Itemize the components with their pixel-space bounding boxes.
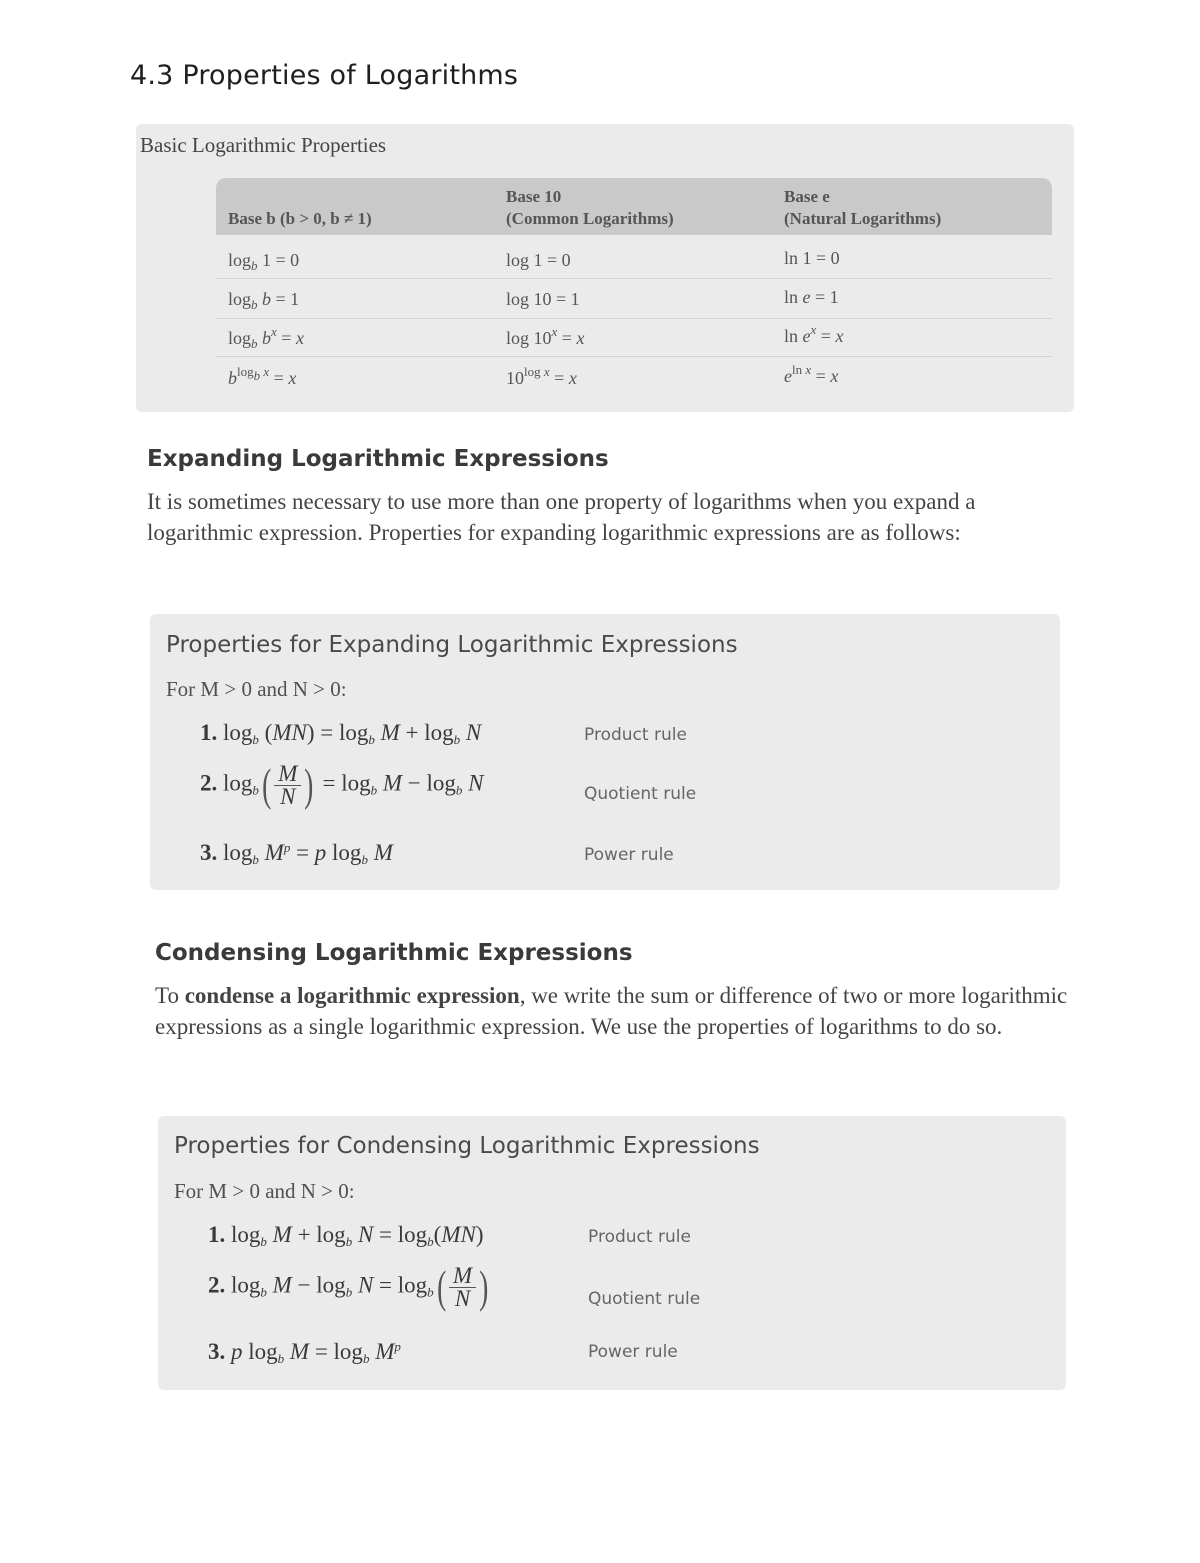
basic-properties-label: Basic Logarithmic Properties bbox=[140, 133, 387, 157]
condense-product-formula: 1. $\log_b M + \log_b N = \log_b(MN)$ bbox=[208, 1222, 484, 1249]
expanding-box-title: Properties for Expanding Logarithmic Expressions bbox=[166, 632, 738, 658]
row-divider bbox=[216, 356, 1052, 357]
expanding-heading: Expanding Logarithmic Expressions bbox=[147, 446, 609, 472]
condense-quotient-formula: 2. $\log_b M - \log_b N = \log_b$( $\frac{M}{N}$ ) bbox=[208, 1261, 489, 1312]
condensing-paragraph-rest: , we write the sum or difference of two or more logarithmic expressions as a single logarithmic expression. We use the properties of logarithms to do so. bbox=[155, 983, 1068, 1039]
table-cell: $e^{ln x} = x$ bbox=[784, 362, 839, 386]
table-cell: $10^{log x} = x$ bbox=[506, 364, 577, 388]
table-cell: ln 1 = 0 bbox=[784, 248, 840, 268]
expand-quotient-rule-label: Quotient rule bbox=[584, 784, 697, 804]
expand-quotient-formula: 2. $\log_b$( $\frac{M}{N}$ ) = $\log_b M - \log_b N$ bbox=[200, 759, 484, 810]
row-divider bbox=[216, 318, 1052, 319]
header-base-e bbox=[784, 186, 941, 230]
condense-quotient-rule-label: Quotient rule bbox=[588, 1289, 701, 1309]
row-divider bbox=[216, 278, 1052, 279]
table-cell: $\log 10^x = x$ bbox=[506, 324, 585, 348]
condensing-condition: For M > 0 and N > 0: bbox=[174, 1179, 355, 1203]
header-base-10 bbox=[506, 186, 674, 230]
header-base-e-line2: (Natural Logarithms) bbox=[784, 209, 942, 228]
condensing-paragraph-term: condense a logarithmic expression bbox=[184, 983, 520, 1008]
expanding-condition: For M > 0 and N > 0: bbox=[166, 677, 347, 701]
condense-power-formula: 3. p $\log_b M = \log_b M^p$ bbox=[208, 1339, 401, 1366]
page-title: 4.3 Properties of Logarithms bbox=[130, 60, 519, 91]
expanding-paragraph: It is sometimes necessary to use more than one property of logarithms when you expand a logarithmic expression. Properties for expanding logarithmic expressions are as follows: bbox=[147, 489, 976, 545]
table-header bbox=[216, 178, 1052, 235]
expand-power-rule-label: Power rule bbox=[584, 845, 674, 865]
condensing-box-title: Properties for Condensing Logarithmic Expressions bbox=[174, 1133, 760, 1159]
condensing-paragraph bbox=[155, 980, 1070, 1042]
expand-product-rule-label: Product rule bbox=[584, 725, 687, 745]
condense-power-rule-label: Power rule bbox=[588, 1342, 678, 1362]
table-cell: $b^{log_b x} = x$ bbox=[228, 364, 297, 388]
expand-product-formula: 1. $\log_b (MN) = \log_b M + \log_b N$ bbox=[200, 720, 482, 747]
condensing-paragraph-prefix: To bbox=[155, 983, 185, 1008]
table-cell: ln e = 1 bbox=[784, 287, 839, 307]
condensing-heading: Condensing Logarithmic Expressions bbox=[155, 940, 633, 966]
header-base-b: Base b (b > 0, b ≠ 1) bbox=[228, 209, 372, 228]
table-cell: $\log_b b = 1$ bbox=[228, 289, 300, 312]
table-cell: log 1 = 0 bbox=[506, 250, 571, 270]
table-cell: $\ln e^x = x$ bbox=[784, 322, 844, 346]
header-base-10-line2: (Common Logarithms) bbox=[506, 209, 674, 228]
header-base-e-line1: Base e bbox=[784, 187, 830, 206]
condense-product-rule-label: Product rule bbox=[588, 1227, 691, 1247]
expand-power-formula: 3. $\log_b M^p = p$ $\log_b M$ bbox=[200, 840, 393, 867]
header-base-10-line1: Base 10 bbox=[506, 187, 562, 206]
table-cell: $\log_b 1 = 0$ bbox=[228, 250, 300, 273]
table-cell: log 10 = 1 bbox=[506, 289, 580, 309]
table-cell: $\log_b b^x = x$ bbox=[228, 324, 304, 351]
